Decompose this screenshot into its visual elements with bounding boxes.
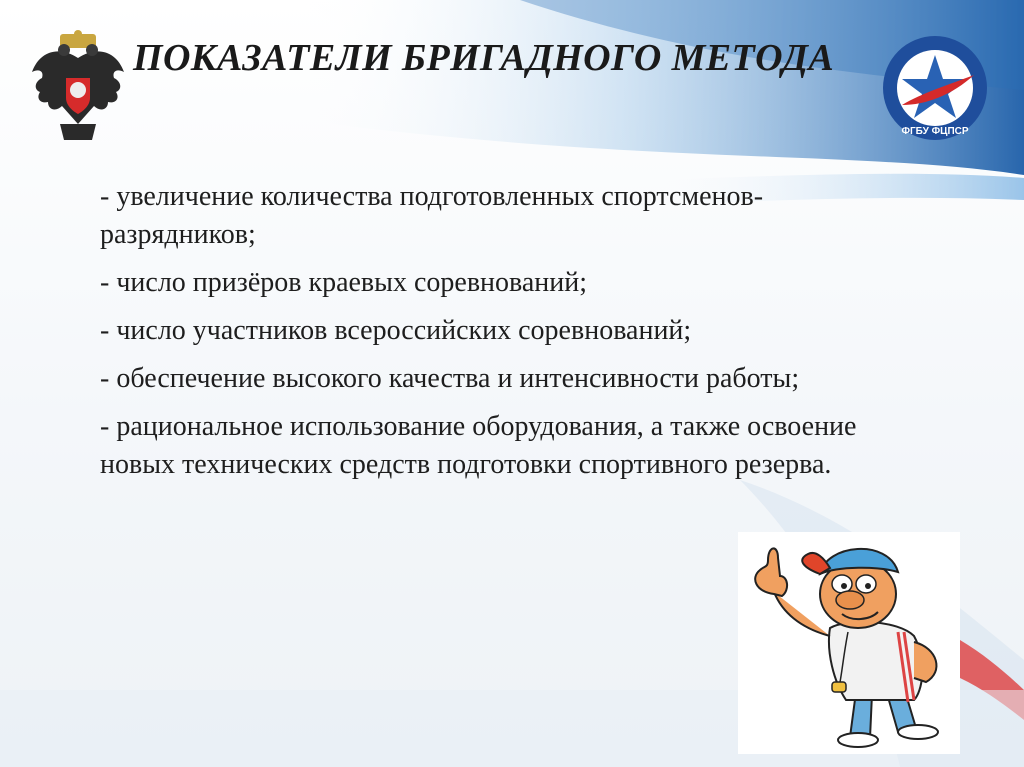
list-item: - число призёров краевых соревнований; [100,267,588,298]
logo-caption: ФГБУ ФЦПСР [901,126,969,137]
list-item: - увеличение количества подготовленных спортсменов-разрядников; [100,181,764,250]
page-title: ПОКАЗАТЕЛИ БРИГАДНОГО МЕТОДА [133,37,835,79]
list-item: - обеспечение высокого качества и интенсивности работы; [100,363,800,394]
fgbu-fcpsr-logo-icon [882,35,988,141]
list-item: - рациональное использование оборудования, а также освоение новых технических средств подготовки спортивного резерва. [100,411,857,480]
list-item: - число участников всероссийских соревнований; [100,315,692,346]
coach-illustration-icon [738,532,960,754]
coach-cartoon [738,532,960,754]
coat-of-arms-icon [30,28,126,144]
indicator-list [100,178,900,494]
